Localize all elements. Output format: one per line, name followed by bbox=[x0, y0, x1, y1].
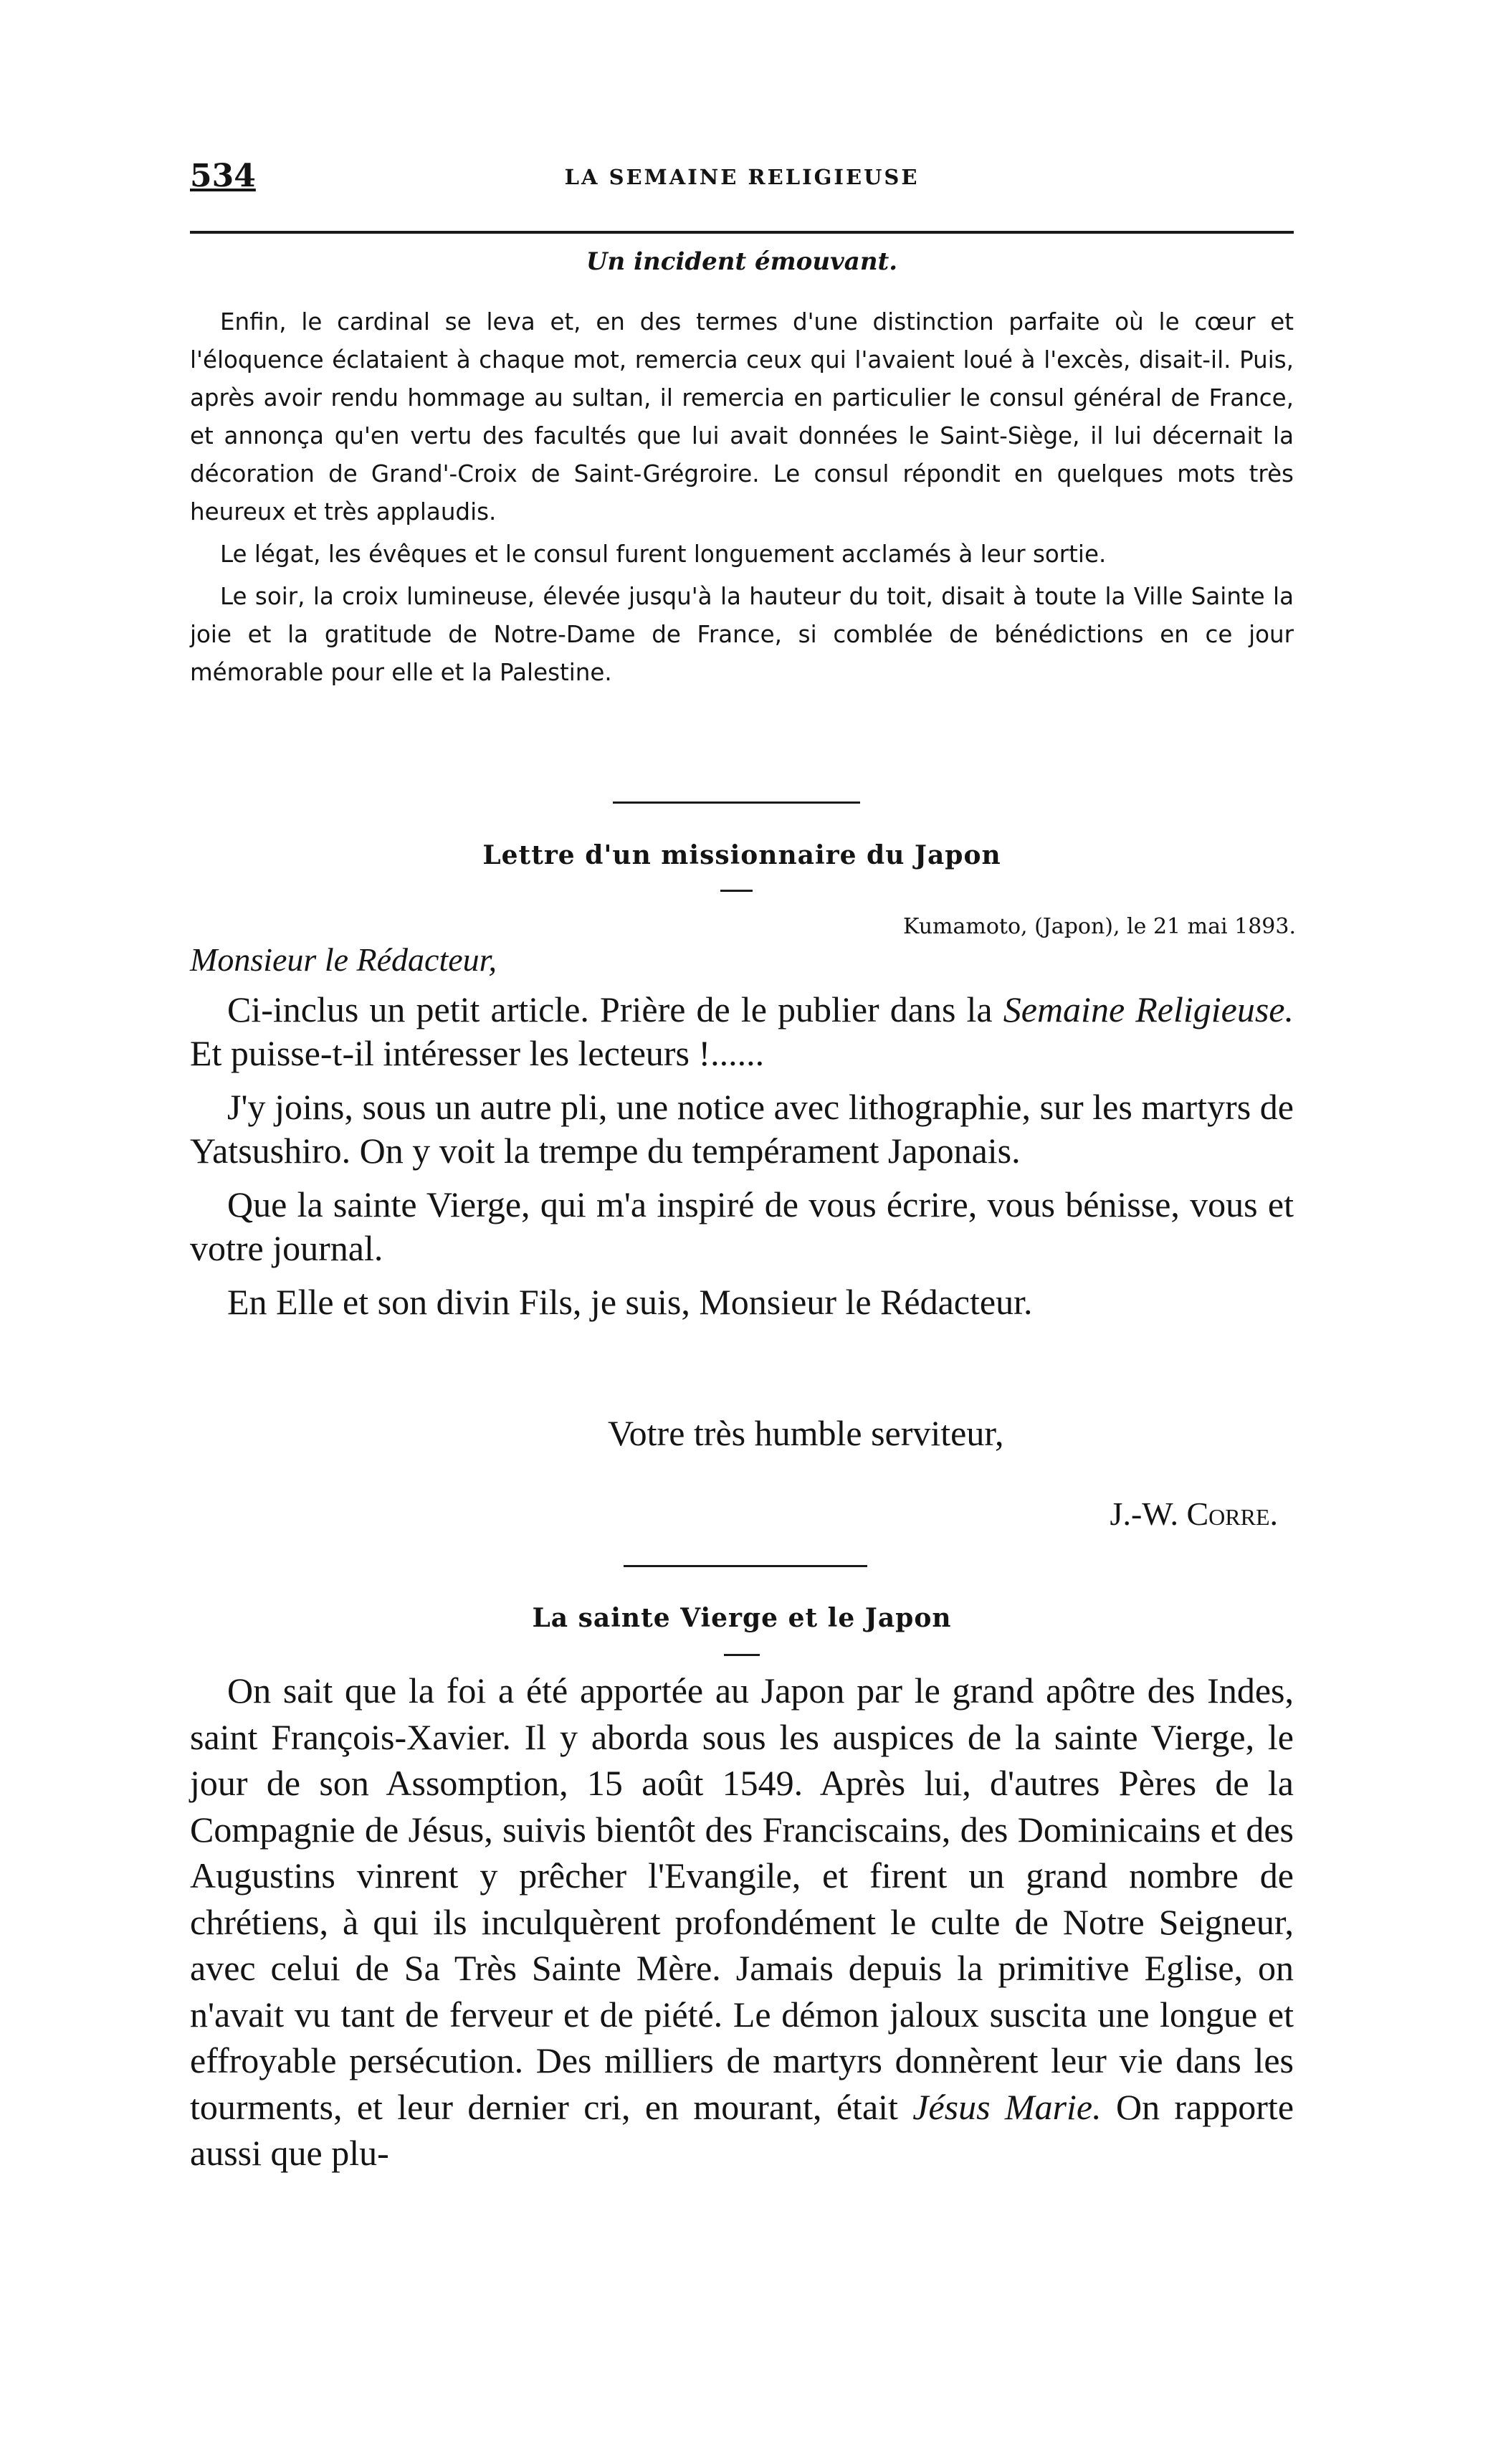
section-divider bbox=[613, 801, 860, 804]
page-number: 534 bbox=[190, 158, 256, 194]
paragraph: Le légat, les évêques et le consul furent longuement acclamés à leur sortie. bbox=[220, 541, 1107, 568]
letter-paragraph: En Elle et son divin Fils, je suis, Monsieur le Rédacteur. bbox=[227, 1282, 1033, 1322]
text-run: On rapporte aussi que plu- bbox=[190, 2086, 1294, 2173]
journal-title: Semaine Religieuse. bbox=[1003, 989, 1294, 1029]
signature: J.-W. Corre. bbox=[1110, 1495, 1278, 1532]
section-subtitle: Un incident émouvant. bbox=[586, 247, 898, 276]
letter-heading: Lettre d'un missionnaire du Japon bbox=[482, 840, 1001, 870]
text-run: On sait que la foi a été apportée au Japon par le grand apôtre des Indes, saint François-Xavier. Il y aborda sous les auspices de la sainte Vierge, le jour de son Assomption, 15 août 1549. Après lui, d'autres Pères de la Compagnie de Jésus, suivis bientôt des Franciscains, des Dominicains et des Augustins vinrent y prêcher l'Evangile, et firent un grand nombre de chrétiens, à qui ils inculquèrent profondément le culte de Notre Seigneur, avec celui de Sa Très Sainte Mère. Jamais depuis la primitive Eglise, on n'avait vu tant de ferveur et de piété. Le démon jaloux suscita une longue et effroyable persécution. Des milliers de martyrs donnèrent leur vie dans les tourments, et leur dernier cri, en mourant, était bbox=[190, 1670, 1294, 2127]
salutation: Monsieur le Rédacteur, bbox=[190, 941, 497, 978]
letter-paragraph: J'y joins, sous un autre pli, une notice avec lithographie, sur les martyrs de Yatsushiro. On y voit la trempe du tempérament Japonais. bbox=[190, 1087, 1294, 1171]
paragraph: Enfin, le cardinal se leva et, en des termes d'une distinction parfaite où le cœur et l'éloquence éclataient à chaque mot, remercia ceux qui l'avaient loué à l'excès, disait-il. Puis, après avoir rendu hommage au sultan, il remercia en particulier le consul général de France, et annonça qu'en vertu des facultés que lui avait données le Saint-Siège, il lui décernait la décoration de Grand'-Croix de Saint-Grégroire. Le consul répondit en quelques mots très heureux et très applaudis. bbox=[190, 308, 1294, 525]
section-divider bbox=[624, 1565, 867, 1567]
paragraph bbox=[190, 1668, 1294, 2177]
text-run: Ci-inclus un petit article. Prière de le publier dans la bbox=[227, 989, 1003, 1029]
dateline: Kumamoto, (Japon), le 21 mai 1893. bbox=[902, 914, 1296, 939]
letter-body bbox=[190, 988, 1294, 1334]
header-rule bbox=[190, 231, 1294, 234]
heading-dash bbox=[724, 1654, 760, 1656]
italic-phrase: Jésus Marie. bbox=[912, 2086, 1102, 2127]
running-title: LA SEMAINE RELIGIEUSE bbox=[564, 165, 920, 189]
letter-paragraph: Que la sainte Vierge, qui m'a inspiré de vous écrire, vous bénisse, vous et votre journal. bbox=[190, 1184, 1294, 1268]
section-vierge-japon bbox=[190, 1668, 1294, 2187]
heading-dash bbox=[720, 890, 753, 892]
letter-paragraph bbox=[190, 988, 1294, 1075]
text-run: Et puisse-t-il intéresser les lecteurs !...... bbox=[190, 1033, 765, 1073]
letter-closing: Votre très humble serviteur, bbox=[608, 1413, 1004, 1453]
running-head bbox=[190, 158, 1294, 201]
section-heading: La sainte Vierge et le Japon bbox=[532, 1603, 952, 1633]
paragraph: Le soir, la croix lumineuse, élevée jusqu'à la hauteur du toit, disait à toute la Ville Sainte la joie et la gratitude de Notre-Dame de France, si comblée de bénédictions en ce jour mémorable pour elle et la Palestine. bbox=[190, 583, 1294, 686]
section-incident bbox=[190, 247, 1294, 696]
